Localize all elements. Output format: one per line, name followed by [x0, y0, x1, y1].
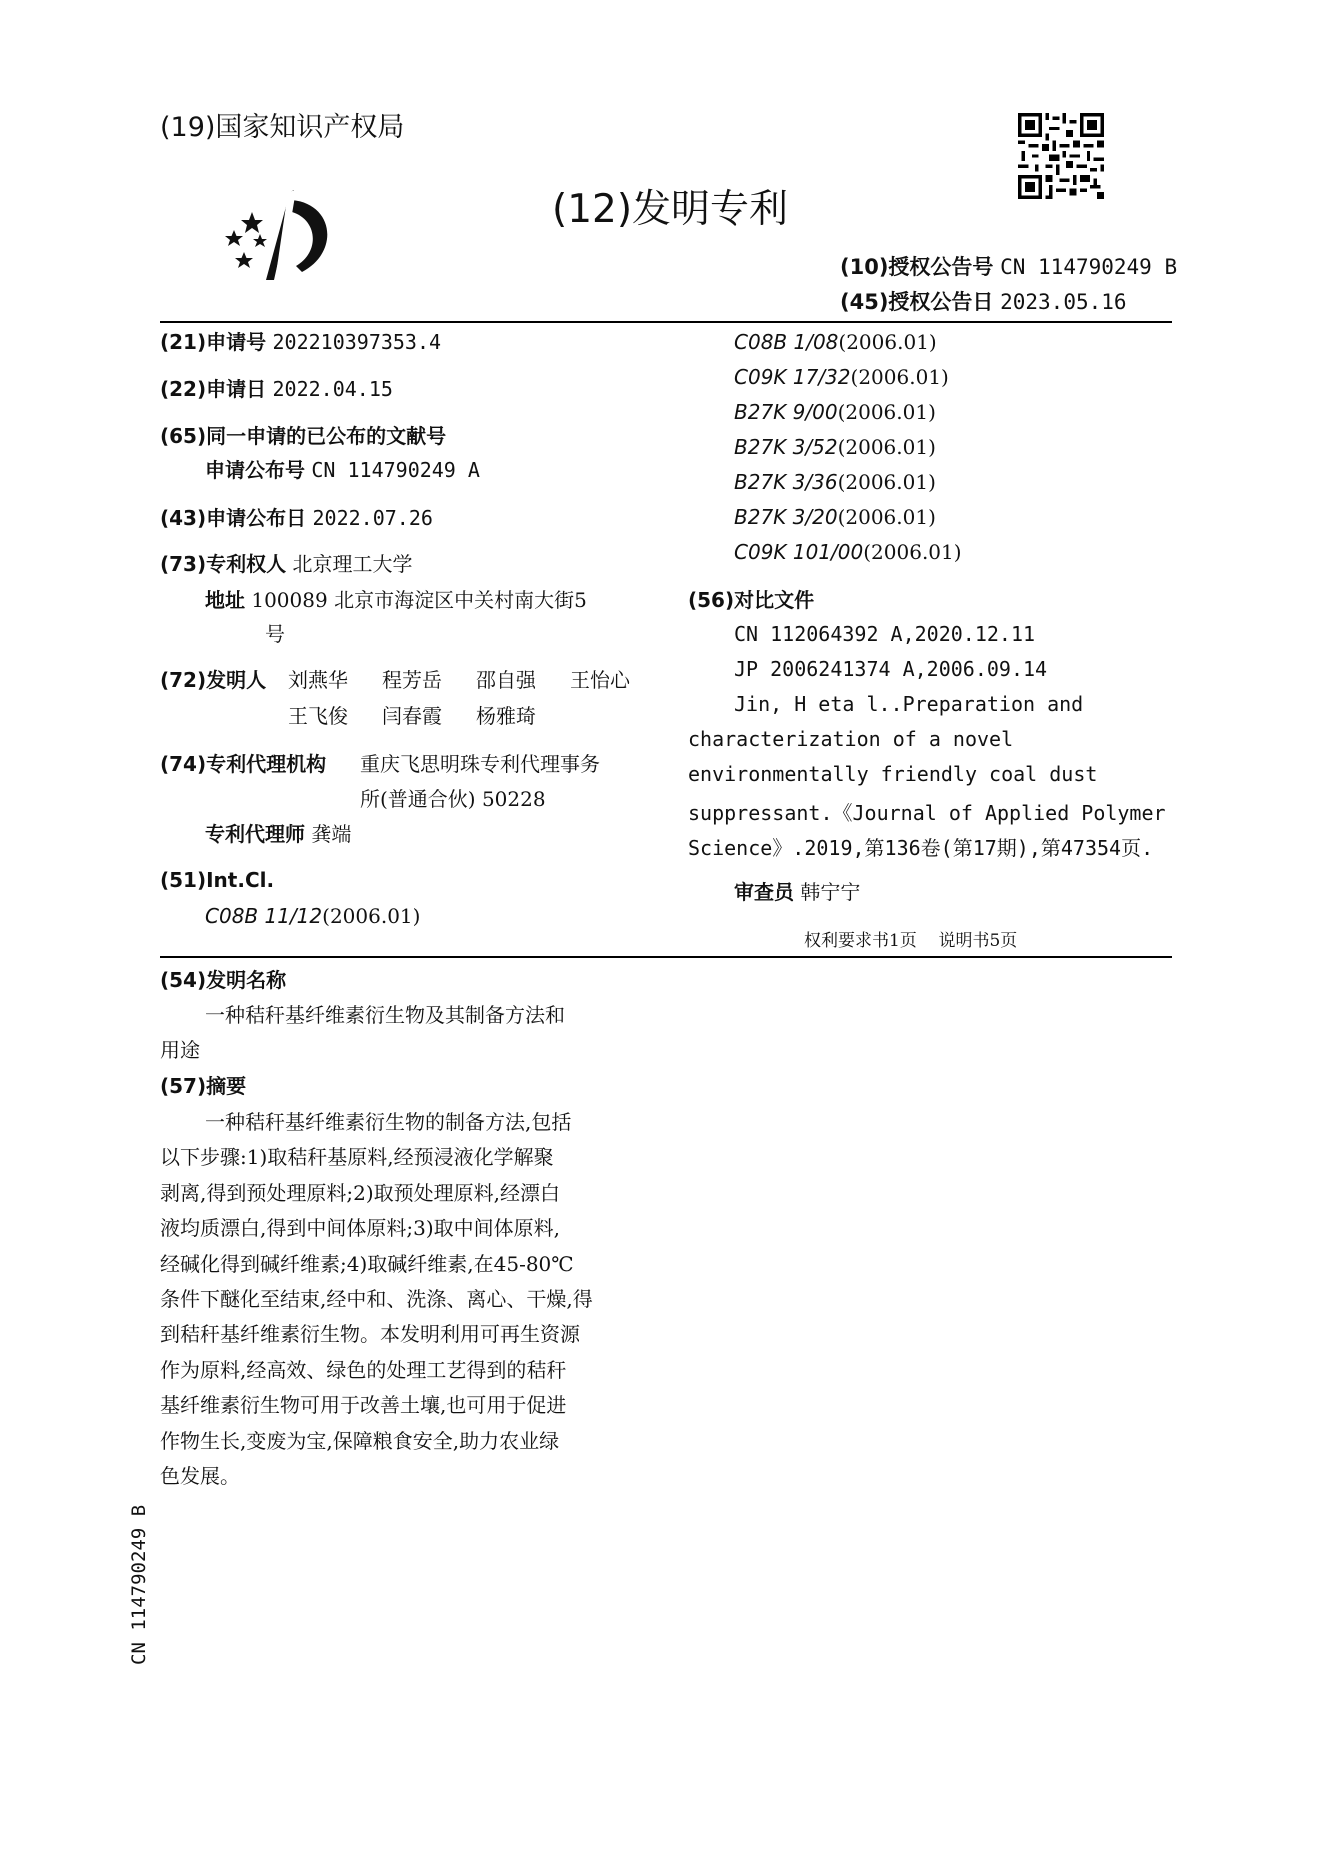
ipc-version: (2006.01) [863, 540, 962, 564]
pub-no: CN 114790249 A [311, 458, 480, 482]
abstract-line: 作为原料,经高效、绿色的处理工艺得到的秸秆 [160, 1357, 567, 1382]
document-type: (12)发明专利 [552, 187, 789, 232]
ipc-code: C09K 17/32 [734, 365, 851, 389]
inventor-name: 杨雅琦 [476, 704, 536, 728]
reference-item: CN 112064392 A,2020.12.11 [734, 622, 1036, 646]
grant-pub-no-row [840, 255, 1177, 279]
pub-no-label: 申请公布号 [205, 458, 305, 482]
header-divider [160, 321, 1172, 323]
inventor-name: 刘燕华 [288, 668, 348, 692]
side-document-number: CN 114790249 B [128, 1504, 150, 1665]
inventor-name: 王怡心 [570, 668, 630, 692]
refs-row [688, 588, 814, 612]
agency-row [160, 752, 326, 776]
grant-pub-date-label: (45)授权公告日 [840, 290, 994, 314]
ipc-version: (2006.01) [837, 435, 936, 459]
ipc-version: (2006.01) [837, 505, 936, 529]
ipc-code: B27K 9/00 [734, 400, 838, 424]
abstract-line: 剥离,得到预处理原料;2)取预处理原料,经漂白 [160, 1180, 560, 1205]
app-date-row [160, 377, 393, 401]
reference-item: JP 2006241374 A,2006.09.14 [734, 657, 1048, 681]
address-line-2: 号 [265, 622, 285, 646]
ipc-class-row [734, 505, 936, 529]
address-row [205, 588, 587, 612]
examiner: 韩宁宁 [800, 880, 861, 904]
abstract-line: 经碱化得到碱纤维素;4)取碱纤维素,在45-80℃ [160, 1251, 574, 1276]
ipc-class-row [734, 365, 949, 389]
grant-pub-no: CN 114790249 B [1000, 255, 1178, 279]
biblio-divider [160, 956, 1172, 958]
inventor-name: 程芳岳 [382, 668, 442, 692]
ipc-code: C08B 1/08 [734, 330, 839, 354]
ipc-class-row [734, 540, 962, 564]
app-date-label: (22)申请日 [160, 377, 267, 401]
abstract-line: 作物生长,变废为宝,保障粮食安全,助力农业绿 [160, 1428, 560, 1453]
address-label: 地址 [205, 588, 245, 612]
ipc-class-row [205, 904, 420, 928]
reference-item: environmentally friendly coal dust [688, 762, 1098, 786]
ipc-version: (2006.01) [322, 904, 421, 928]
ipc-class-row [734, 400, 936, 424]
intcl-row [160, 868, 274, 892]
ipc-code: C09K 101/00 [734, 540, 864, 564]
inventor-name: 王飞俊 [288, 704, 348, 728]
ipc-code: B27K 3/36 [734, 470, 838, 494]
title-row [160, 968, 286, 992]
reference-item: Jin, H eta l..Preparation and [734, 692, 1084, 716]
ipc-version: (2006.01) [837, 400, 936, 424]
abstract-body [160, 1105, 642, 1494]
inventors-row [160, 668, 266, 692]
ipc-class-row [734, 470, 936, 494]
abstract-line: 以下步骤:1)取秸秆基原料,经预浸液化学解聚 [160, 1145, 554, 1170]
app-no-label: (21)申请号 [160, 330, 267, 354]
abstract-line: 色发展。 [160, 1464, 240, 1489]
claims-page-count: 权利要求书1页 [804, 931, 917, 951]
app-date: 2022.04.15 [272, 377, 393, 401]
pub-date-label: (43)申请公布日 [160, 506, 307, 530]
inventors-label: (72)发明人 [160, 668, 267, 692]
abstract-row [160, 1074, 246, 1098]
agency-label: (74)专利代理机构 [160, 752, 327, 776]
inventor-name: 邵自强 [476, 668, 536, 692]
cnipa-emblem-icon [222, 182, 342, 282]
prior-pub-label: (65)同一申请的已公布的文献号 [160, 424, 447, 448]
patentee-row [160, 552, 412, 576]
ipc-class-row [734, 330, 937, 354]
ipc-version: (2006.01) [850, 365, 949, 389]
intcl-label: (51)Int.Cl. [160, 868, 275, 892]
reference-item: characterization of a novel [688, 727, 1014, 751]
grant-pub-no-label: (10)授权公告号 [840, 255, 994, 279]
reference-item: Science》.2019,第136卷(第17期),第47354页. [688, 836, 1154, 860]
ipc-version: (2006.01) [838, 330, 937, 354]
examiner-row [734, 880, 860, 904]
refs-label: (56)对比文件 [688, 588, 815, 612]
agent-label: 专利代理师 [205, 822, 305, 846]
agent-row [205, 822, 351, 846]
desc-page-count: 说明书5页 [938, 931, 1018, 951]
patentee-label: (73)专利权人 [160, 552, 287, 576]
abstract-line: 条件下醚化至结束,经中和、洗涤、离心、干燥,得 [160, 1287, 593, 1312]
agency-line-1: 重庆飞思明珠专利代理事务 [360, 752, 600, 776]
office-name: (19)国家知识产权局 [160, 112, 405, 143]
address-line-1: 100089 北京市海淀区中关村南大街5 [251, 588, 587, 612]
grant-pub-date: 2023.05.16 [1000, 290, 1127, 314]
pub-date-row [160, 506, 433, 530]
invention-title-line-1: 一种秸秆基纤维素衍生物及其制备方法和 [205, 1003, 565, 1027]
prior-pub-row [160, 424, 446, 448]
agent: 龚端 [311, 822, 352, 846]
ipc-code: B27K 3/20 [734, 505, 838, 529]
examiner-label: 审查员 [734, 880, 794, 904]
ipc-version: (2006.01) [837, 470, 936, 494]
abstract-line: 液均质漂白,得到中间体原料;3)取中间体原料, [160, 1216, 560, 1241]
ipc-class-row [734, 435, 936, 459]
page-count-row [804, 926, 1017, 951]
title-label: (54)发明名称 [160, 968, 287, 992]
qr-code-icon [1018, 113, 1104, 199]
inventor-name: 闫春霞 [382, 704, 442, 728]
ipc-code: B27K 3/52 [734, 435, 838, 459]
invention-title-line-2: 用途 [160, 1038, 200, 1062]
abstract-line: 基纤维素衍生物可用于改善土壤,也可用于促进 [160, 1393, 567, 1418]
abstract-line: 一种秸秆基纤维素衍生物的制备方法,包括 [205, 1110, 572, 1134]
pub-date: 2022.07.26 [312, 506, 433, 530]
ipc-code: C08B 11/12 [205, 904, 323, 928]
pub-no-row [205, 458, 480, 482]
patentee: 北京理工大学 [292, 552, 413, 576]
abstract-label: (57)摘要 [160, 1074, 247, 1098]
abstract-line: 到秸秆基纤维素衍生物。本发明利用可再生资源 [160, 1322, 580, 1347]
app-no-row [160, 330, 441, 354]
app-no: 202210397353.4 [272, 330, 442, 354]
reference-item: suppressant.《Journal of Applied Polymer [688, 801, 1166, 825]
grant-pub-date-row [840, 290, 1127, 314]
agency-line-2: 所(普通合伙) 50228 [360, 787, 546, 811]
